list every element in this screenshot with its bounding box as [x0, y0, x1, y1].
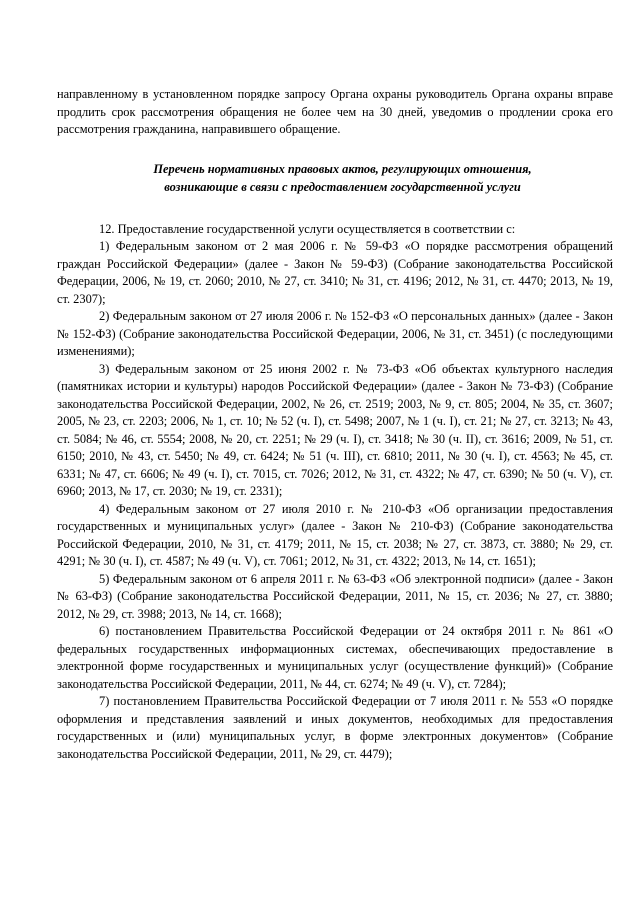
intro-paragraph: направленному в установленном порядке запросу Органа охраны руководитель Органа охраны вправе продлить срок рассмотрения обращения не более чем на 30 дней, уведомив о продлении срока его рассмотрения гражданина, направившего обращение. — [57, 87, 613, 136]
list-item-6: 6) постановлением Правительства Российской Федерации от 24 октября 2011 г. № 861 «О федеральных государственных информационных системах, обеспечивающих предоставление в электронной форме государственных и муниципальных услуг (осуществление функций)» (Собрание законодательства Российской Федерации, 2011, № 44, ст. 6274; № 49 (ч. V), ст. 7284); — [57, 624, 613, 691]
list-item-4: 4) Федеральным законом от 27 июля 2010 г. № 210-ФЗ «Об организации предоставления государственных и муниципальных услуг» (далее - Закон № 210-ФЗ) (Собрание законодательства Российской Федерации, 2010, № 31, ст. 4179; 2011, № 15, ст. 2038; № 27, ст. 3873, ст. 3880; № 29, ст. 4291; № 30 (ч. I), ст. 4587; № 49 (ч. V), ст. 7061; 2012, № 31, ст. 4322; 2013, № 14, ст. 1651); — [57, 501, 613, 568]
document-page — [57, 86, 613, 763]
section-heading — [57, 160, 613, 196]
paragraph-12: 12. Предоставление государственной услуги осуществляется в соответствии с: — [99, 221, 516, 236]
list-item-7: 7) постановлением Правительства Российской Федерации от 7 июля 2011 г. № 553 «О порядке оформления и представления заявлений и иных документов, необходимых для предоставления государственных и (или) муниципальных услуг, в форме электронных документов» (Собрание законодательства Российской Федерации, 2011, № 29, ст. 4479); — [57, 694, 613, 761]
list-item-5: 5) Федеральным законом от 6 апреля 2011 г. № 63-ФЗ «Об электронной подписи» (далее - Закон № 63-ФЗ) (Собрание законодательства Российской Федерации, 2011, № 15, ст. 2036; № 27, ст. 3880; 2012, № 29, ст. 3988; 2013, № 14, ст. 1668); — [57, 571, 613, 621]
list-item-1: 1) Федеральным законом от 2 мая 2006 г. № 59-ФЗ «О порядке рассмотрения обращений граждан Российской Федерации» (далее - Закон № 59-ФЗ) (Собрание законодательства Российской Федерации, 2006, № 19, ст. 2060; 2010, № 27, ст. 3410; № 31, ст. 4196; 2012, № 31, ст. 4470; 2013, № 19, ст. 2307); — [57, 239, 613, 306]
section-heading-line-1: Перечень нормативных правовых актов, регулирующих отношения, — [153, 161, 532, 176]
section-heading-line-2: возникающие в связи с предоставлением государственной услуги — [164, 179, 521, 194]
list-item-2: 2) Федеральным законом от 27 июля 2006 г. № 152-ФЗ «О персональных данных» (далее - Закон № 152-ФЗ) (Собрание законодательства Российской Федерации, 2006, № 31, ст. 3451) (с последующими изменениями); — [57, 309, 613, 358]
list-item-3: 3) Федеральным законом от 25 июня 2002 г. № 73-ФЗ «Об объектах культурного наследия (памятниках истории и культуры) народов Российской Федерации» (далее - Закон № 73-ФЗ) (Собрание законодательства Российской Федерации, 2002, № 26, ст. 2519; 2003, № 9, ст. 805; 2004, № 35, ст. 3607; 2005, № 23, ст. 2203; 2006, № 1, ст. 10; № 52 (ч. I), ст. 5498; 2007, № 1 (ч. I), ст. 21; № 27, ст. 3213; № 43, ст. 5084; № 46, ст. 5554; 2008, № 20, ст. 2251; № 29 (ч. I), ст. 3418; № 30 (ч. II), ст. 3616; 2009, № 51, ст. 6150; 2010, № 43, ст. 5450; № 49, ст. 6424; № 51 (ч. III), ст. 6810; 2011, № 30 (ч. I), ст. 4563; № 45, ст. 6331; № 47, ст. 6606; № 49 (ч. I), ст. 7015, ст. 7026; 2012, № 31, ст. 4322; № 47, ст. 6390; № 50 (ч. V), ст. 6960; 2013, № 17, ст. 2030; № 19, ст. 2331); — [57, 361, 613, 498]
